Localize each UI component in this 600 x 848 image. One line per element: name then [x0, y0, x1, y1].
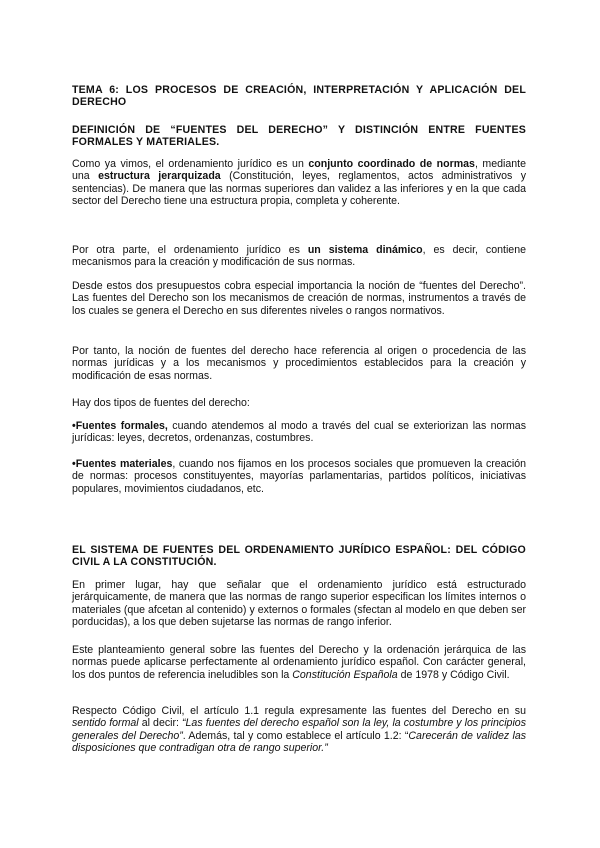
list-item-fuentes-materiales: [72, 458, 526, 495]
section-heading-sistema: EL SISTEMA DE FUENTES DEL ORDENAMIENTO JURÍDICO ESPAÑOL: DEL CÓDIGO CIVIL A LA CONSTITUCIÓN.: [72, 544, 526, 569]
list-item-text: cuando atendemos al modo a través del cual se exteriorizan las normas jurídicas: leyes, decretos, ordenanzas, costumbres.: [72, 420, 526, 445]
text-run: al decir:: [138, 717, 183, 730]
text-run: de 1978 y Código Civil.: [397, 668, 510, 681]
list-item-label: •Fuentes materiales: [72, 458, 173, 470]
text-run: Este planteamiento general sobre las fuentes del Derecho y la ordenación jerárquica de las normas puede aplicarse perfectamente al ordenamiento jurídico español. Con carácter general, los dos puntos de referencia ineludibles son la: [72, 644, 526, 681]
italic-run: Carecerán de validez las disposiciones que contradigan otra de rango superior.”: [72, 729, 527, 755]
paragraph-planteamiento: [72, 644, 526, 681]
bold-run: un sistema dinámico: [307, 244, 423, 256]
paragraph-ordenamiento: [72, 158, 526, 208]
text-run: (Constitución, leyes, reglamentos, actos administrativos y sentencias). De manera que las normas superiores dan validez a las inferiores y en la que cada sector del Derecho tiene una estructura propia, completa y coherente.: [72, 170, 527, 208]
paragraph-sistema-dinamico: [72, 244, 526, 269]
text-run: Respecto Código Civil, el artículo 1.1 regula expresamente las fuentes del Derecho en su: [72, 705, 526, 717]
list-item-fuentes-formales: [72, 420, 526, 445]
italic-run: “Las fuentes del derecho español son la ley, la costumbre y los principios generales del Derecho”: [72, 717, 526, 742]
text-run: . Además, tal y como establece el artículo 1.2: “: [182, 729, 409, 742]
bold-run: estructura jerarquizada: [98, 170, 221, 183]
paragraph-primer-lugar: En primer lugar, hay que señalar que el ordenamiento jurídico está estructurado jerárquicamente, de manera que las normas de rango superior especifican los límites internos o materiales (que afcetan al contenido) y externos o formales (sfectan al modelo en que deben ser porducidas), a los que deben sujetarse las normas de rango inferior.: [72, 579, 526, 629]
paragraph-por-tanto: Por tanto, la noción de fuentes del derecho hace referencia al origen o procedencia de las normas jurídicas y a los mecanismos y procedimientos establecidos para la creación y modificación de esas normas.: [72, 345, 526, 382]
paragraph-codigo-civil: [72, 705, 526, 755]
list-item-label: •Fuentes formales,: [72, 420, 168, 432]
paragraph-nocion-fuentes: Desde estos dos presupuestos cobra especial importancia la noción de “fuentes del Derecho”. Las fuentes del Derecho son los mecanismos de creación de normas, instrumentos a través de los cuales se genera el Derecho en sus diferentes niveles o rangos normativos.: [72, 280, 526, 317]
text-run: , mediante una: [72, 158, 526, 183]
italic-run: sentido formal: [72, 717, 139, 730]
list-item-text: , cuando nos fijamos en los procesos sociales que promueven la creación de normas: procesos constituyentes, mayorías parlamentarias, partidos políticos, iniciativas populares, movimientos ciudadanos, etc.: [72, 458, 526, 495]
paragraph-tipos: Hay dos tipos de fuentes del derecho:: [72, 397, 250, 409]
text-run: Como ya vimos, el ordenamiento jurídico es un: [72, 158, 309, 170]
text-run: , es decir, contiene mecanismos para la creación y modificación de sus normas.: [72, 244, 526, 269]
page-title: TEMA 6: LOS PROCESOS DE CREACIÓN, INTERPRETACIÓN Y APLICACIÓN DEL DERECHO: [72, 84, 526, 109]
section-heading-fuentes: DEFINICIÓN DE “FUENTES DEL DERECHO” Y DISTINCIÓN ENTRE FUENTES FORMALES Y MATERIALES.: [72, 124, 526, 149]
bold-run: conjunto coordinado de normas: [308, 158, 475, 170]
text-run: Por otra parte, el ordenamiento jurídico es: [72, 244, 308, 256]
italic-run: Constitución Española: [292, 668, 398, 681]
